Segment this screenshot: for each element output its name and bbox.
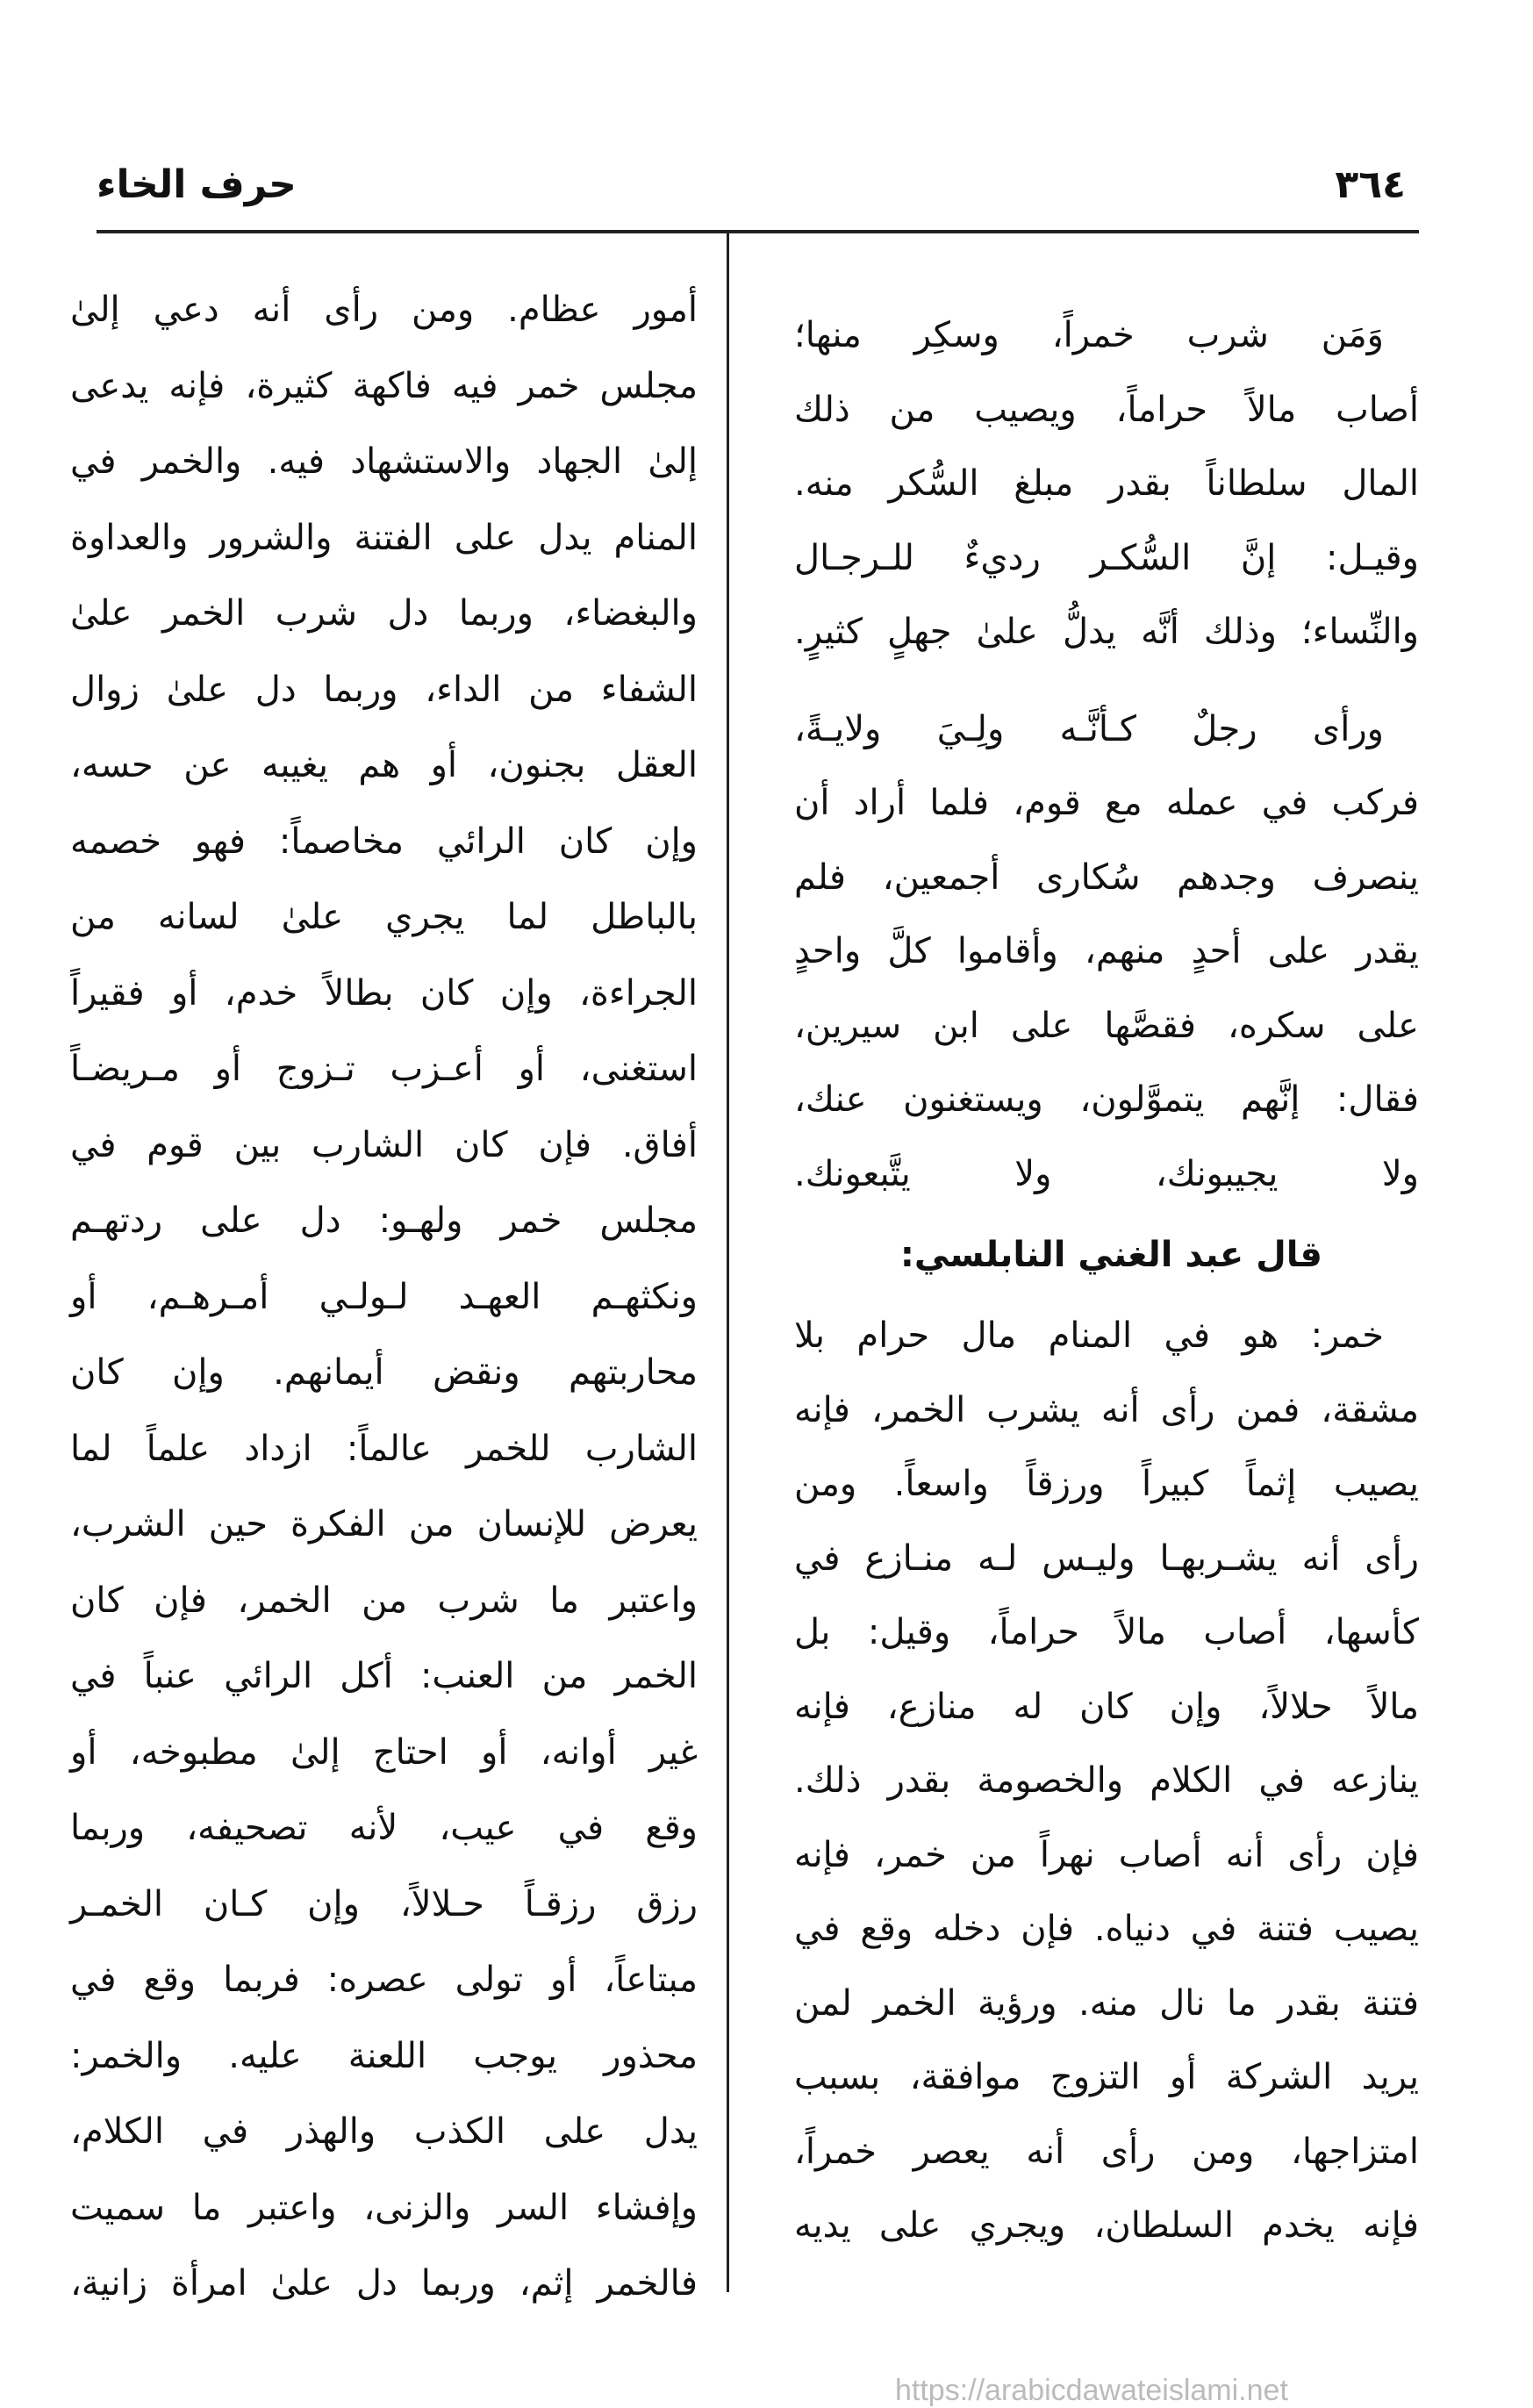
text-line: فالخمر إثم، وربما دل علىٰ امرأة زانية،	[70, 2263, 698, 2304]
text-line: مجلس خمر فيه فاكهة كثيرة، فإنه يدعى	[70, 365, 698, 406]
text-line: ورأى رجلٌ كـأنَّـه ولِـيَ ولايـةً،	[794, 708, 1384, 749]
text-line: واعتبر ما شرب من الخمر، فإن كان	[70, 1580, 698, 1621]
text-line: كأسها، أصاب مالاً حراماً، وقيل: بل	[794, 1612, 1419, 1652]
text-line: المال سلطاناً بقدر مبلغ السُّكر منه.	[794, 463, 1419, 504]
text-line: العقل بجنون، أو هم يغيبه عن حسه،	[70, 745, 698, 785]
text-line: رأى أنه يشـربهـا وليـس لـه منـازع في	[794, 1537, 1419, 1579]
text-line: الشارب للخمر عالماً: ازداد علماً لما	[70, 1428, 698, 1469]
header-rule	[97, 230, 1419, 233]
right-column	[794, 298, 1419, 2263]
text-line: محاربتهم ونقض أيمانهم. وإن كان	[70, 1352, 698, 1393]
text-line: إلىٰ الجهاد والاستشهاد فيه. والخمر في	[70, 441, 698, 482]
text-line: وإن كان الرائي مخاصماً: فهو خصمه	[70, 821, 698, 862]
text-line: والبغضاء، وربما دل شرب الخمر علىٰ	[70, 593, 698, 634]
text-line: مجلس خمر ولهـو: دل على ردتهـم	[70, 1200, 698, 1241]
text-line: أصاب مالاً حراماً، ويصيب من ذلك	[794, 389, 1419, 430]
text-line: ونكثهـم العهـد لـولـي أمـرهـم، أو	[70, 1276, 698, 1317]
text-line: يريد الشركة أو التزوج موافقة، بسبب	[794, 2057, 1419, 2097]
watermark: https://arabicdawateislami.net	[895, 2374, 1288, 2407]
text-line: امتزاجها، ومن رأى أنه يعصر خمراً،	[794, 2131, 1419, 2172]
text-line: بالباطل لما يجري علىٰ لسانه من	[70, 897, 698, 937]
text-line: مالاً حلالاً، وإن كان له منازع، فإنه	[794, 1686, 1419, 1727]
text-line: الخمر من العنب: أكل الرائي عنباً في	[70, 1656, 698, 1696]
text-line: يعرض للإنسان من الفكرة حين الشرب،	[70, 1504, 698, 1544]
text-line: أمور عظام. ومن رأى أنه دعي إلىٰ	[70, 290, 698, 330]
text-line: على سكره، فقصَّها على ابن سيرين،	[794, 1005, 1419, 1046]
column-divider	[727, 230, 729, 2292]
text-line: يقدر على أحدٍ منهم، وأقاموا كلَّ واحدٍ	[794, 931, 1419, 971]
section-heading: قال عبد الغني النابلسي:	[899, 1235, 1322, 1275]
text-line: ينازعه في الكلام والخصومة بقدر ذلك.	[794, 1760, 1419, 1801]
text-line: يصيب إثماً كبيراً ورزقاً واسعاً. ومن	[794, 1464, 1419, 1504]
text-line: المنام يدل على الفتنة والشرور والعداوة	[70, 517, 698, 558]
text-line: وَمَن شرب خمراً، وسكِر منها؛	[794, 315, 1384, 355]
text-line: محذور يوجب اللعنة عليه. والخمر:	[70, 2035, 698, 2076]
text-line: يدل على الكذب والهذر في الكلام،	[70, 2111, 698, 2152]
text-line: مبتاعاً، أو تولى عصره: فربما وقع في	[70, 1960, 698, 2000]
text-line: وقع في عيب، لأنه تصحيفه، وربما	[70, 1808, 698, 1848]
text-line: يصيب فتنة في دنياه. فإن دخله وقع في	[794, 1909, 1419, 1949]
text-line: ولا يجيبونك، ولا يتَّبعونك.	[794, 1153, 1419, 1194]
text-line: الشفاء من الداء، وربما دل علىٰ زوال	[70, 669, 698, 710]
text-line: أفاق. فإن كان الشارب بين قوم في	[70, 1124, 698, 1165]
text-line: استغنى، أو أعـزب تـزوج أو مـريضـاً	[70, 1049, 698, 1089]
text-line: فركب في عمله مع قوم، فلما أراد أن	[794, 783, 1419, 823]
text-line: الجراءة، وإن كان بطالاً خدم، أو فقيراً	[70, 972, 698, 1014]
text-line: فتنة بقدر ما نال منه. ورؤية الخمر لمن	[794, 1982, 1419, 2024]
text-line: ينصرف وجدهم سُكارى أجمعين، فلم	[794, 856, 1419, 898]
left-column	[70, 272, 698, 2322]
page-number: ٣٦٤	[1335, 162, 1406, 207]
text-line: مشقة، فمن رأى أنه يشرب الخمر، فإنه	[794, 1389, 1419, 1430]
text-line: فقال: إنَّهم يتموَّلون، ويستغنون عنك،	[794, 1079, 1419, 1120]
text-line: والنِّساء؛ وذلك أنَّه يدلُّ علىٰ جهلٍ كثيرٍ.	[794, 612, 1419, 652]
text-line: غير أوانه، أو احتاج إلىٰ مطبوخه، أو	[70, 1731, 698, 1773]
text-line: وإفشاء السر والزنى، واعتبر ما سميت	[70, 2187, 698, 2228]
text-line: فإنه يخدم السلطان، ويجري على يديه	[794, 2205, 1419, 2246]
chapter-title: حرف الخاء	[97, 162, 297, 207]
paragraph-gap	[794, 670, 1419, 692]
text-line: رزق رزقـاً حـلالاً، وإن كـان الخمـر	[70, 1883, 698, 1924]
text-line: فإن رأى أنه أصاب نهراً من خمر، فإنه	[794, 1834, 1419, 1875]
text-line: خمر: هو في المنام مال حرام بلا	[794, 1315, 1384, 1356]
text-line: وقيـل: إنَّ السُّكـر رديءٌ للـرجـال	[794, 537, 1419, 578]
